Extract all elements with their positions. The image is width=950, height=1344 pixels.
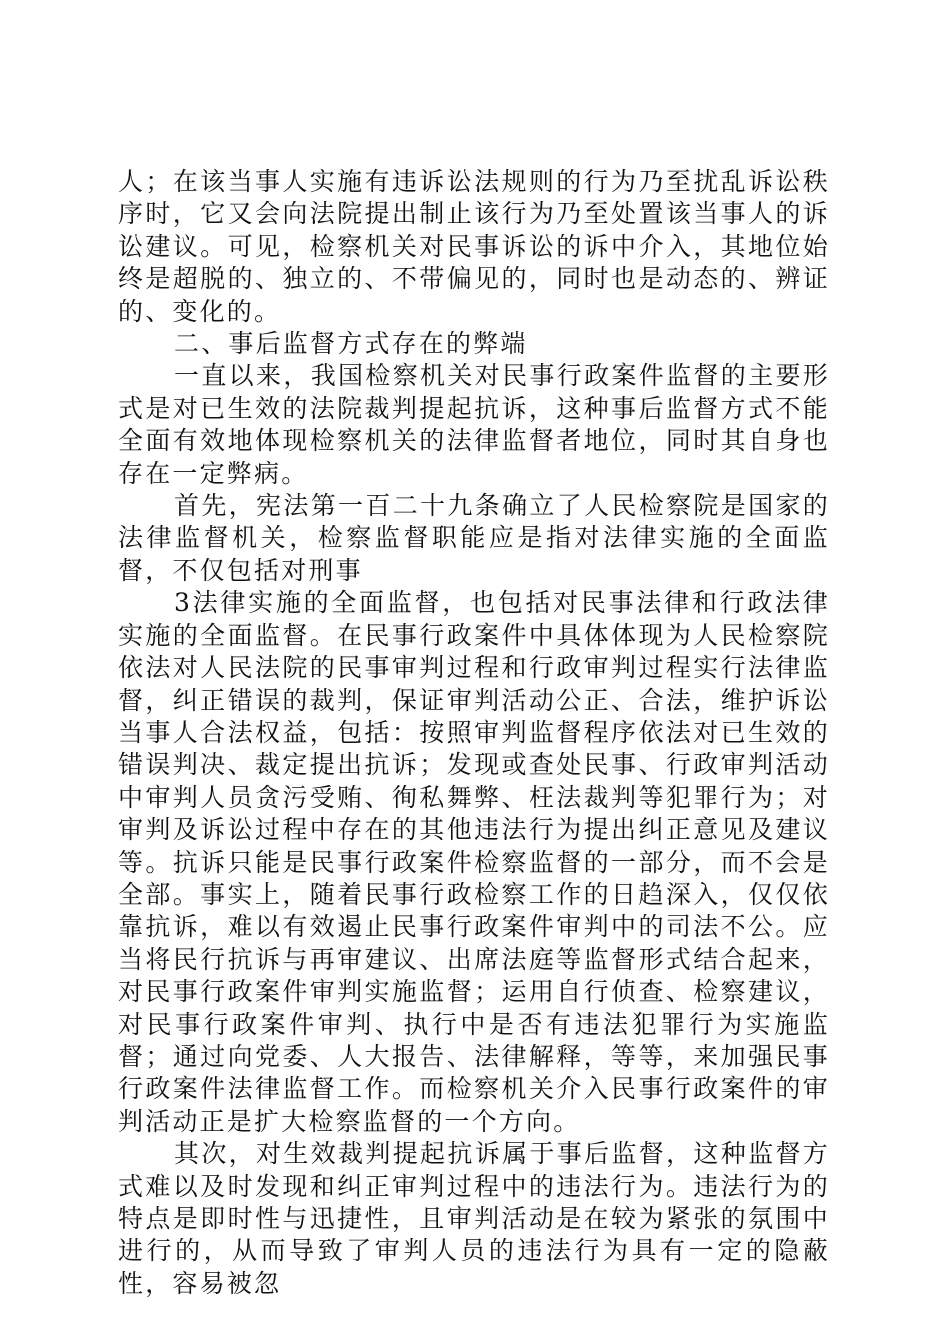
body-text (118, 166, 830, 1300)
paragraph-second-point: 其次，对生效裁判提起抗诉属于事后监督，这种监督方式难以及时发现和纠正审判过程中的违法行为。违法行为的特点是即时性与迅捷性，且审判活动是在较为紧张的氛围中进行的，从而导致了审判人员的违法行为具有一定的隐蔽性，容易被忽 (118, 1139, 830, 1298)
paragraph-intro: 一直以来，我国检察机关对民事行政案件监督的主要形式是对已生效的法院裁判提起抗诉，这种事后监督方式不能全面有效地体现检察机关的法律监督者地位，同时其自身也存在一定弊病。 (118, 361, 830, 488)
paragraph-first-point: 首先，宪法第一百二十九条确立了人民检察院是国家的法律监督机关，检察监督职能应是指对法律实施的全面监督，不仅包括对刑事 (118, 491, 830, 585)
paragraph-continuation: 人；在该当事人实施有违诉讼法规则的行为乃至扰乱诉讼秩序时，它又会向法院提出制止该行为乃至处置该当事人的诉讼建议。可见，检察机关对民事诉讼的诉中介入，其地位始终是超脱的、独立的、不带偏见的，同时也是动态的、辨证的、变化的。 (118, 167, 830, 326)
paragraph-first-point-continued: 3法律实施的全面监督，也包括对民事法律和行政法律实施的全面监督。在民事行政案件中具体体现为人民检察院依法对人民法院的民事审判过程和行政审判过程实行法律监督，纠正错误的裁判，保证审判活动公正、合法，维护诉讼当事人合法权益，包括：按照审判监督程序依法对已生效的错误判决、裁定提出抗诉；发现或查处民事、行政审判活动中审判人员贪污受贿、徇私舞弊、枉法裁判等犯罪行为；对审判及诉讼过程中存在的其他违法行为提出纠正意见及建议等。抗诉只能是民事行政案件检察监督的一部分，而不会是全部。事实上，随着民事行政检察工作的日趋深入，仅仅依靠抗诉，难以有效遏止民事行政案件审判中的司法不公。应当将民行抗诉与再审建议、出席法庭等监督形式结合起来，对民事行政案件审判实施监督；运用自行侦查、检察建议，对民事行政案件审判、执行中是否有违法犯罪行为实施监督；通过向党委、人大报告、法律解释，等等，来加强民事行政案件法律监督工作。而检察机关介入民事行政案件的审判活动正是扩大检察监督的一个方向。 (118, 588, 830, 1136)
section-heading: 二、事后监督方式存在的弊端 (174, 329, 528, 359)
